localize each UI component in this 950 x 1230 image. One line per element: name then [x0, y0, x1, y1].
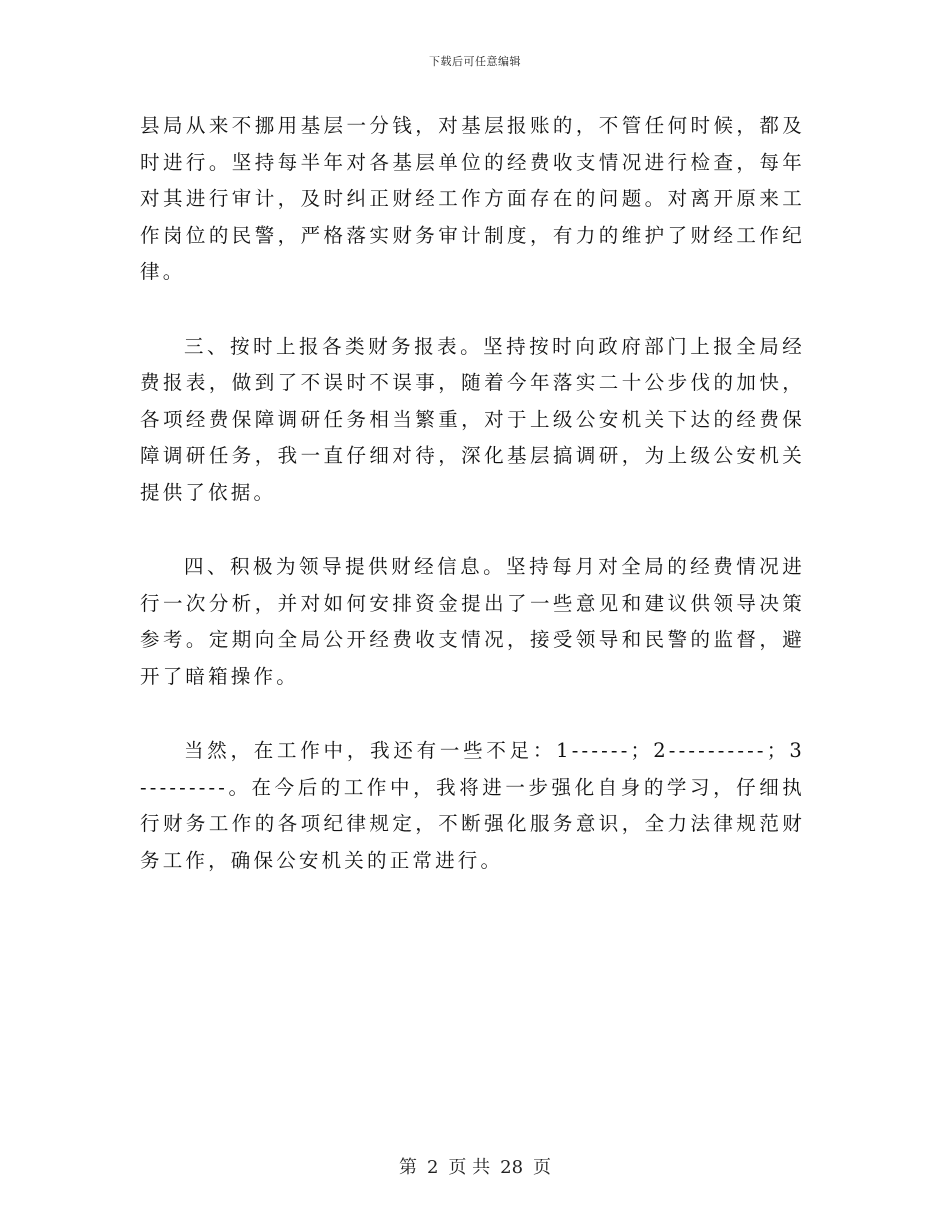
footer-total-pages: 28	[500, 1157, 524, 1178]
document-body	[140, 108, 805, 917]
page-header: 下载后可任意编辑	[429, 55, 521, 68]
paragraph-continuation: 县局从来不挪用基层一分钱，对基层报账的，不管任何时候，都及时进行。坚持每半年对各基层单位的经费收支情况进行检查，每年对其进行审计，及时纠正财经工作方面存在的问题。对离开原来工作岗位的民警，严格落实财务审计制度，有力的维护了财经工作纪律。	[140, 114, 805, 283]
paragraph-section-four: 四、积极为领导提供财经信息。坚持每月对全局的经费情况进行一次分析，并对如何安排资金提出了一些意见和建议供领导决策参考。定期向全局公开经费收支情况，接受领导和民警的监督，避开了暗箱操作。	[140, 555, 805, 688]
page-footer	[0, 1153, 950, 1179]
footer-middle: 页 共	[448, 1157, 491, 1178]
footer-suffix: 页	[533, 1157, 552, 1178]
paragraph-shortcomings: 当然，在工作中，我还有一些不足：1------；2----------；3---------。在今后的工作中，我将进一步强化自身的学习，仔细执行财务工作的各项纪律规定，不断强化服务意识，全力法律规范财务工作，确保公安机关的正常进行。	[140, 739, 805, 872]
paragraph-section-three: 三、按时上报各类财务报表。坚持按时向政府部门上报全局经费报表，做到了不误时不误事，随着今年落实二十公步伐的加快，各项经费保障调研任务相当繁重，对于上级公安机关下达的经费保障调研任务，我一直仔细对待，深化基层搞调研，为上级公安机关提供了依据。	[140, 334, 805, 504]
footer-prefix: 第	[398, 1157, 417, 1178]
footer-page-number: 2	[426, 1157, 439, 1178]
